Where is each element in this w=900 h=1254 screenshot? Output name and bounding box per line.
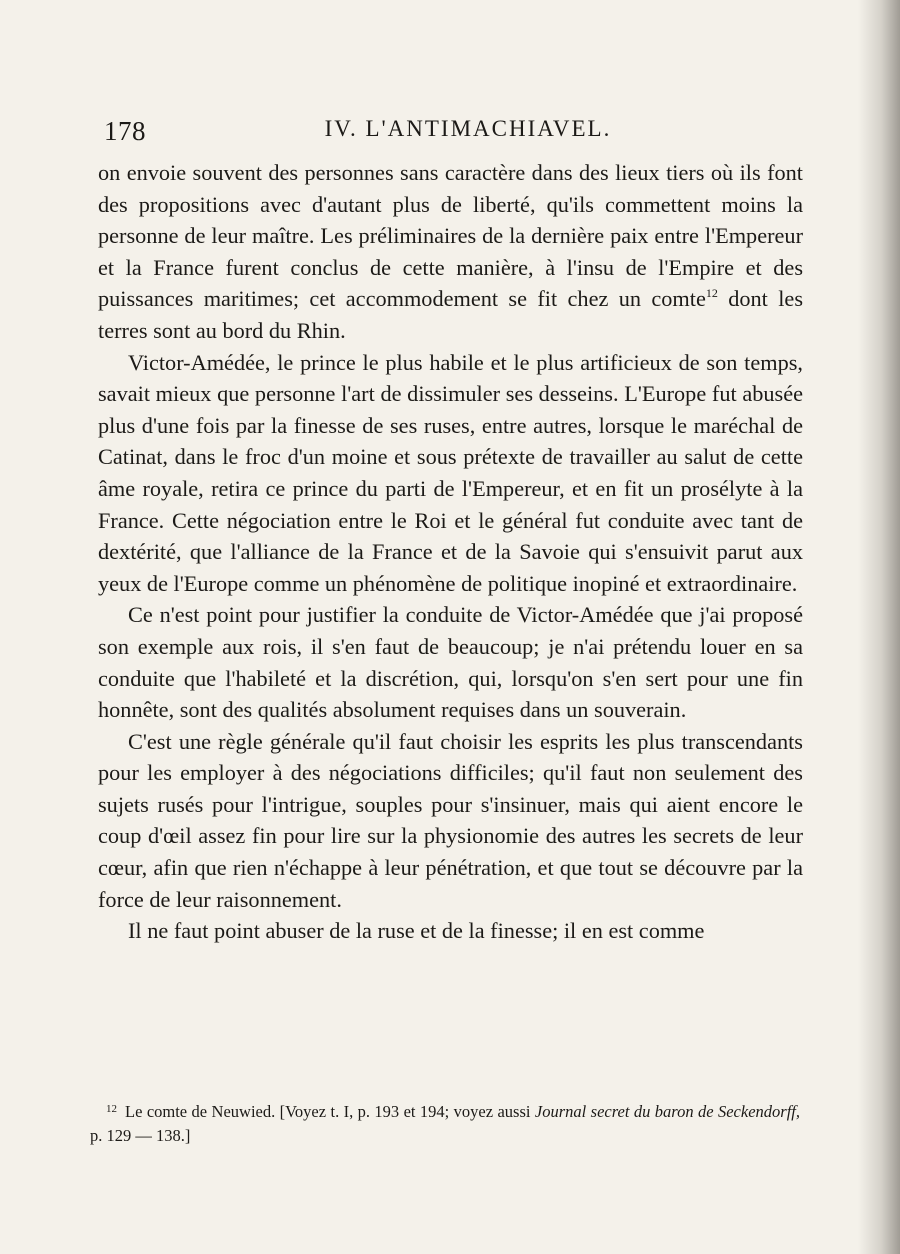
page-number: 178 <box>104 116 146 146</box>
paragraph-1-text: on envoie souvent des personnes sans caractère dans des lieux tiers où ils font des propositions avec d'autant plus de liberté, qu'ils commettent moins la personne de leur maître. Les préliminaires de la dernière paix entre l'Empereur et la France furent conclus de cette manière, à l'insu de l'Empire et des puissances maritimes; cet accommodement se fit chez un comte <box>98 160 803 312</box>
paragraph-1 <box>98 157 803 347</box>
paragraph-2: Victor-Amédée, le prince le plus habile et le plus artificieux de son temps, savait mieux que personne l'art de dissimuler ses desseins. L'Europe fut abusée plus d'une fois par la finesse de ses ruses, entre autres, lorsque le maréchal de Catinat, dans le froc d'un moine et sous prétexte de travailler au salut de cette âme royale, retira ce prince du parti de l'Empereur, et en fit un prosélyte à la France. Cette négociation entre le Roi et le général fut conduite avec tant de dextérité, que l'alliance de la France et de la Savoie qui s'ensuivit parut aux yeux de l'Europe comme un phénomène de politique inopiné et extraordinaire. <box>98 349 803 596</box>
footnote-text: Le comte de Neuwied. [Voyez t. I, p. 193 et 194; voyez aussi <box>125 1102 535 1121</box>
footnote-text-end: p. 129 — 138.] <box>90 1126 191 1145</box>
paragraph-4: C'est une règle générale qu'il faut choisir les esprits les plus transcendants pour les employer à des négociations difficiles; qu'il faut non seulement des sujets rusés pour l'intrigue, souples pour s'insinuer, mais qui aient encore le coup d'œil assez fin pour lire sur la physionomie des autres les secrets de leur cœur, afin que rien n'échappe à leur pénétration, et que tout se découvre par la force de leur raisonnement. <box>98 728 803 912</box>
footnote-italic-title: Journal secret du baron de Seckendorff, <box>534 1102 800 1121</box>
paragraph-1-text-end: dont les terres sont au bord du Rhin. <box>98 286 803 343</box>
body-text <box>98 157 803 947</box>
running-head: IV. L'ANTIMACHIAVEL. <box>324 116 612 141</box>
footnote-reference: 12 <box>705 286 718 301</box>
footnote <box>90 1100 800 1148</box>
paragraph-3: Ce n'est point pour justifier la conduite de Victor-Amédée que j'ai proposé son exemple aux rois, il s'en faut de beaucoup; je n'ai prétendu louer en sa conduite que l'habileté et la discrétion, qui, lorsqu'on s'en sert pour une fin honnête, sont des qualités absolument requises dans un souverain. <box>98 602 803 723</box>
footnote-number: 12 <box>106 1103 117 1115</box>
page-edge-shadow <box>858 0 900 1254</box>
paragraph-5: Il ne faut point abuser de la ruse et de la finesse; il en est comme <box>128 918 705 944</box>
page-header <box>104 116 804 150</box>
